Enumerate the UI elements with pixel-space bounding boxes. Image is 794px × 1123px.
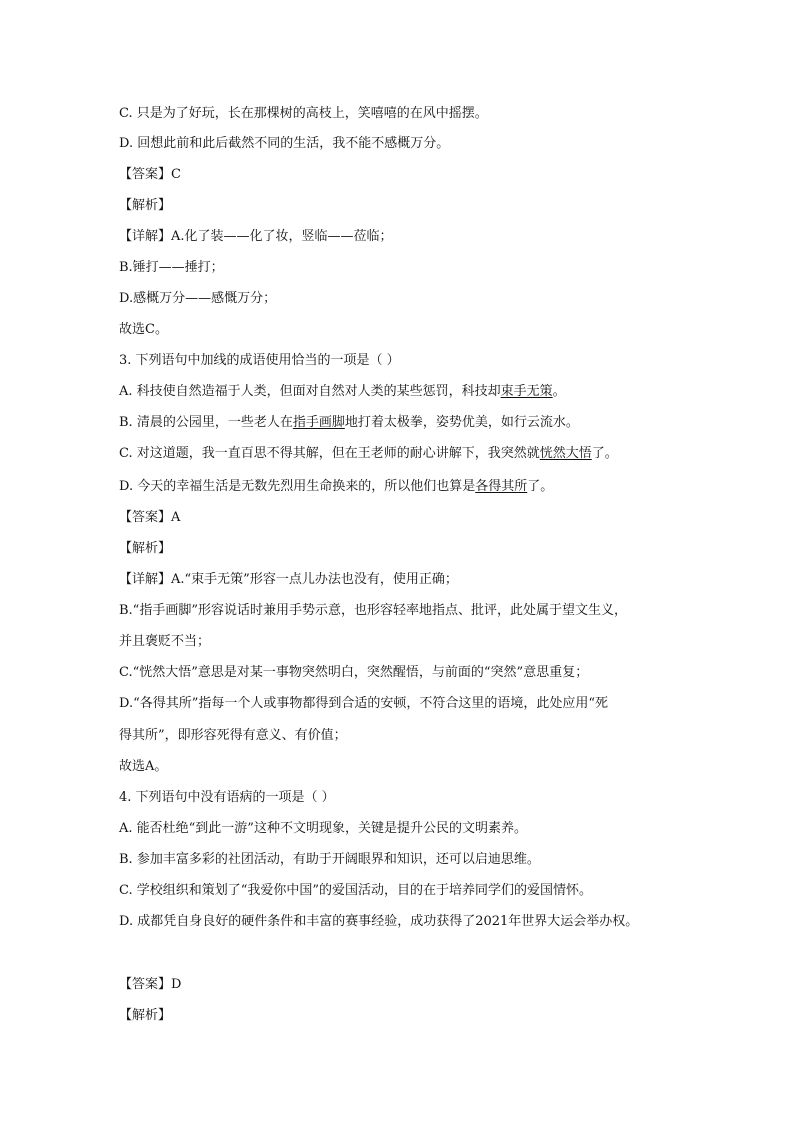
q4-answer: 【答案】D: [119, 977, 182, 992]
q3-stem: 3. 下列语句中加线的成语使用恰当的一项是（ ）: [119, 353, 400, 368]
q2-analysis-label: 【解析】: [119, 198, 172, 213]
q2-answer: 【答案】C: [119, 167, 181, 182]
q3-detail-b-line2: 并且褒贬不当；: [119, 634, 211, 649]
q2-detail-3: D.感概万分——感慨万分；: [119, 291, 277, 306]
q4-option-b: B. 参加丰富多彩的社团活动，有助于开阔眼界和知识，还可以启迪思维。: [119, 852, 540, 867]
q2-option-c: C. 只是为了好玩，长在那棵树的高枝上，笑嘻嘻的在风中摇摆。: [119, 106, 488, 121]
q3-answer: 【答案】A: [119, 510, 181, 525]
q3-detail-b-line1: B.“指手画脚”形容说话时兼用手势示意，也形容轻率地指点、批评，此处属于望文生义，: [119, 603, 627, 618]
q3-option-c-idiom: 恍然大悟: [539, 446, 592, 461]
q3-detail-a: 【详解】A.“束手无策”形容一点儿办法也没有，使用正确；: [119, 572, 458, 587]
q3-option-b: B. 清晨的公园里，一些老人在指手画脚地打着太极拳，姿势优美，如行云流水。: [119, 415, 579, 430]
q3-analysis-label: 【解析】: [119, 541, 172, 556]
q3-detail-d-line2: 得其所”，即形容死得有意义、有价值；: [119, 728, 347, 743]
q3-option-a: A. 科技使自然造福于人类，但面对自然对人类的某些惩罚，科技却束手无策。: [119, 384, 566, 399]
q3-option-b-idiom: 指手画脚: [292, 415, 345, 430]
q4-option-d: D. 成都凭自身良好的硬件条件和丰富的赛事经验，成功获得了2021年世界大运会举办权。: [119, 914, 639, 929]
q3-detail-d-line1: D.“各得其所”指每一个人或事物都得到合适的安顿，不符合这里的语境，此处应用“死: [119, 696, 609, 711]
q4-analysis-label: 【解析】: [119, 1008, 172, 1023]
q2-option-d: D. 回想此前和此后截然不同的生活，我不能不感概万分。: [119, 136, 450, 151]
q4-option-c: C. 学校组织和策划了“我爱你中国”的爱国活动，目的在于培养同学们的爱国情怀。: [119, 883, 593, 898]
q3-option-d: D. 今天的幸福生活是无数先烈用生命换来的，所以他们也算是各得其所了。: [119, 479, 554, 494]
q3-option-a-idiom: 束手无策: [500, 384, 553, 399]
q4-stem: 4. 下列语句中没有语病的一项是（ ）: [119, 790, 335, 805]
q4-option-a: A. 能否杜绝“到此一游”这种不文明现象，关键是提升公民的文明素养。: [119, 821, 527, 836]
q3-conclusion: 故选A。: [119, 759, 168, 774]
q2-conclusion: 故选C。: [119, 322, 168, 337]
q3-option-c: C. 对这道题，我一直百思不得其解，但在王老师的耐心讲解下，我突然就恍然大悟了。: [119, 446, 618, 461]
q3-option-d-idiom: 各得其所: [475, 479, 528, 494]
q2-detail-1: 【详解】A.化了装——化了妆，竖临——莅临；: [119, 229, 393, 244]
q2-detail-2: B.锤打——捶打；: [119, 260, 224, 275]
q3-detail-c: C.“恍然大悟”意思是对某一事物突然明白，突然醒悟，与前面的“突然”意思重复；: [119, 665, 589, 680]
